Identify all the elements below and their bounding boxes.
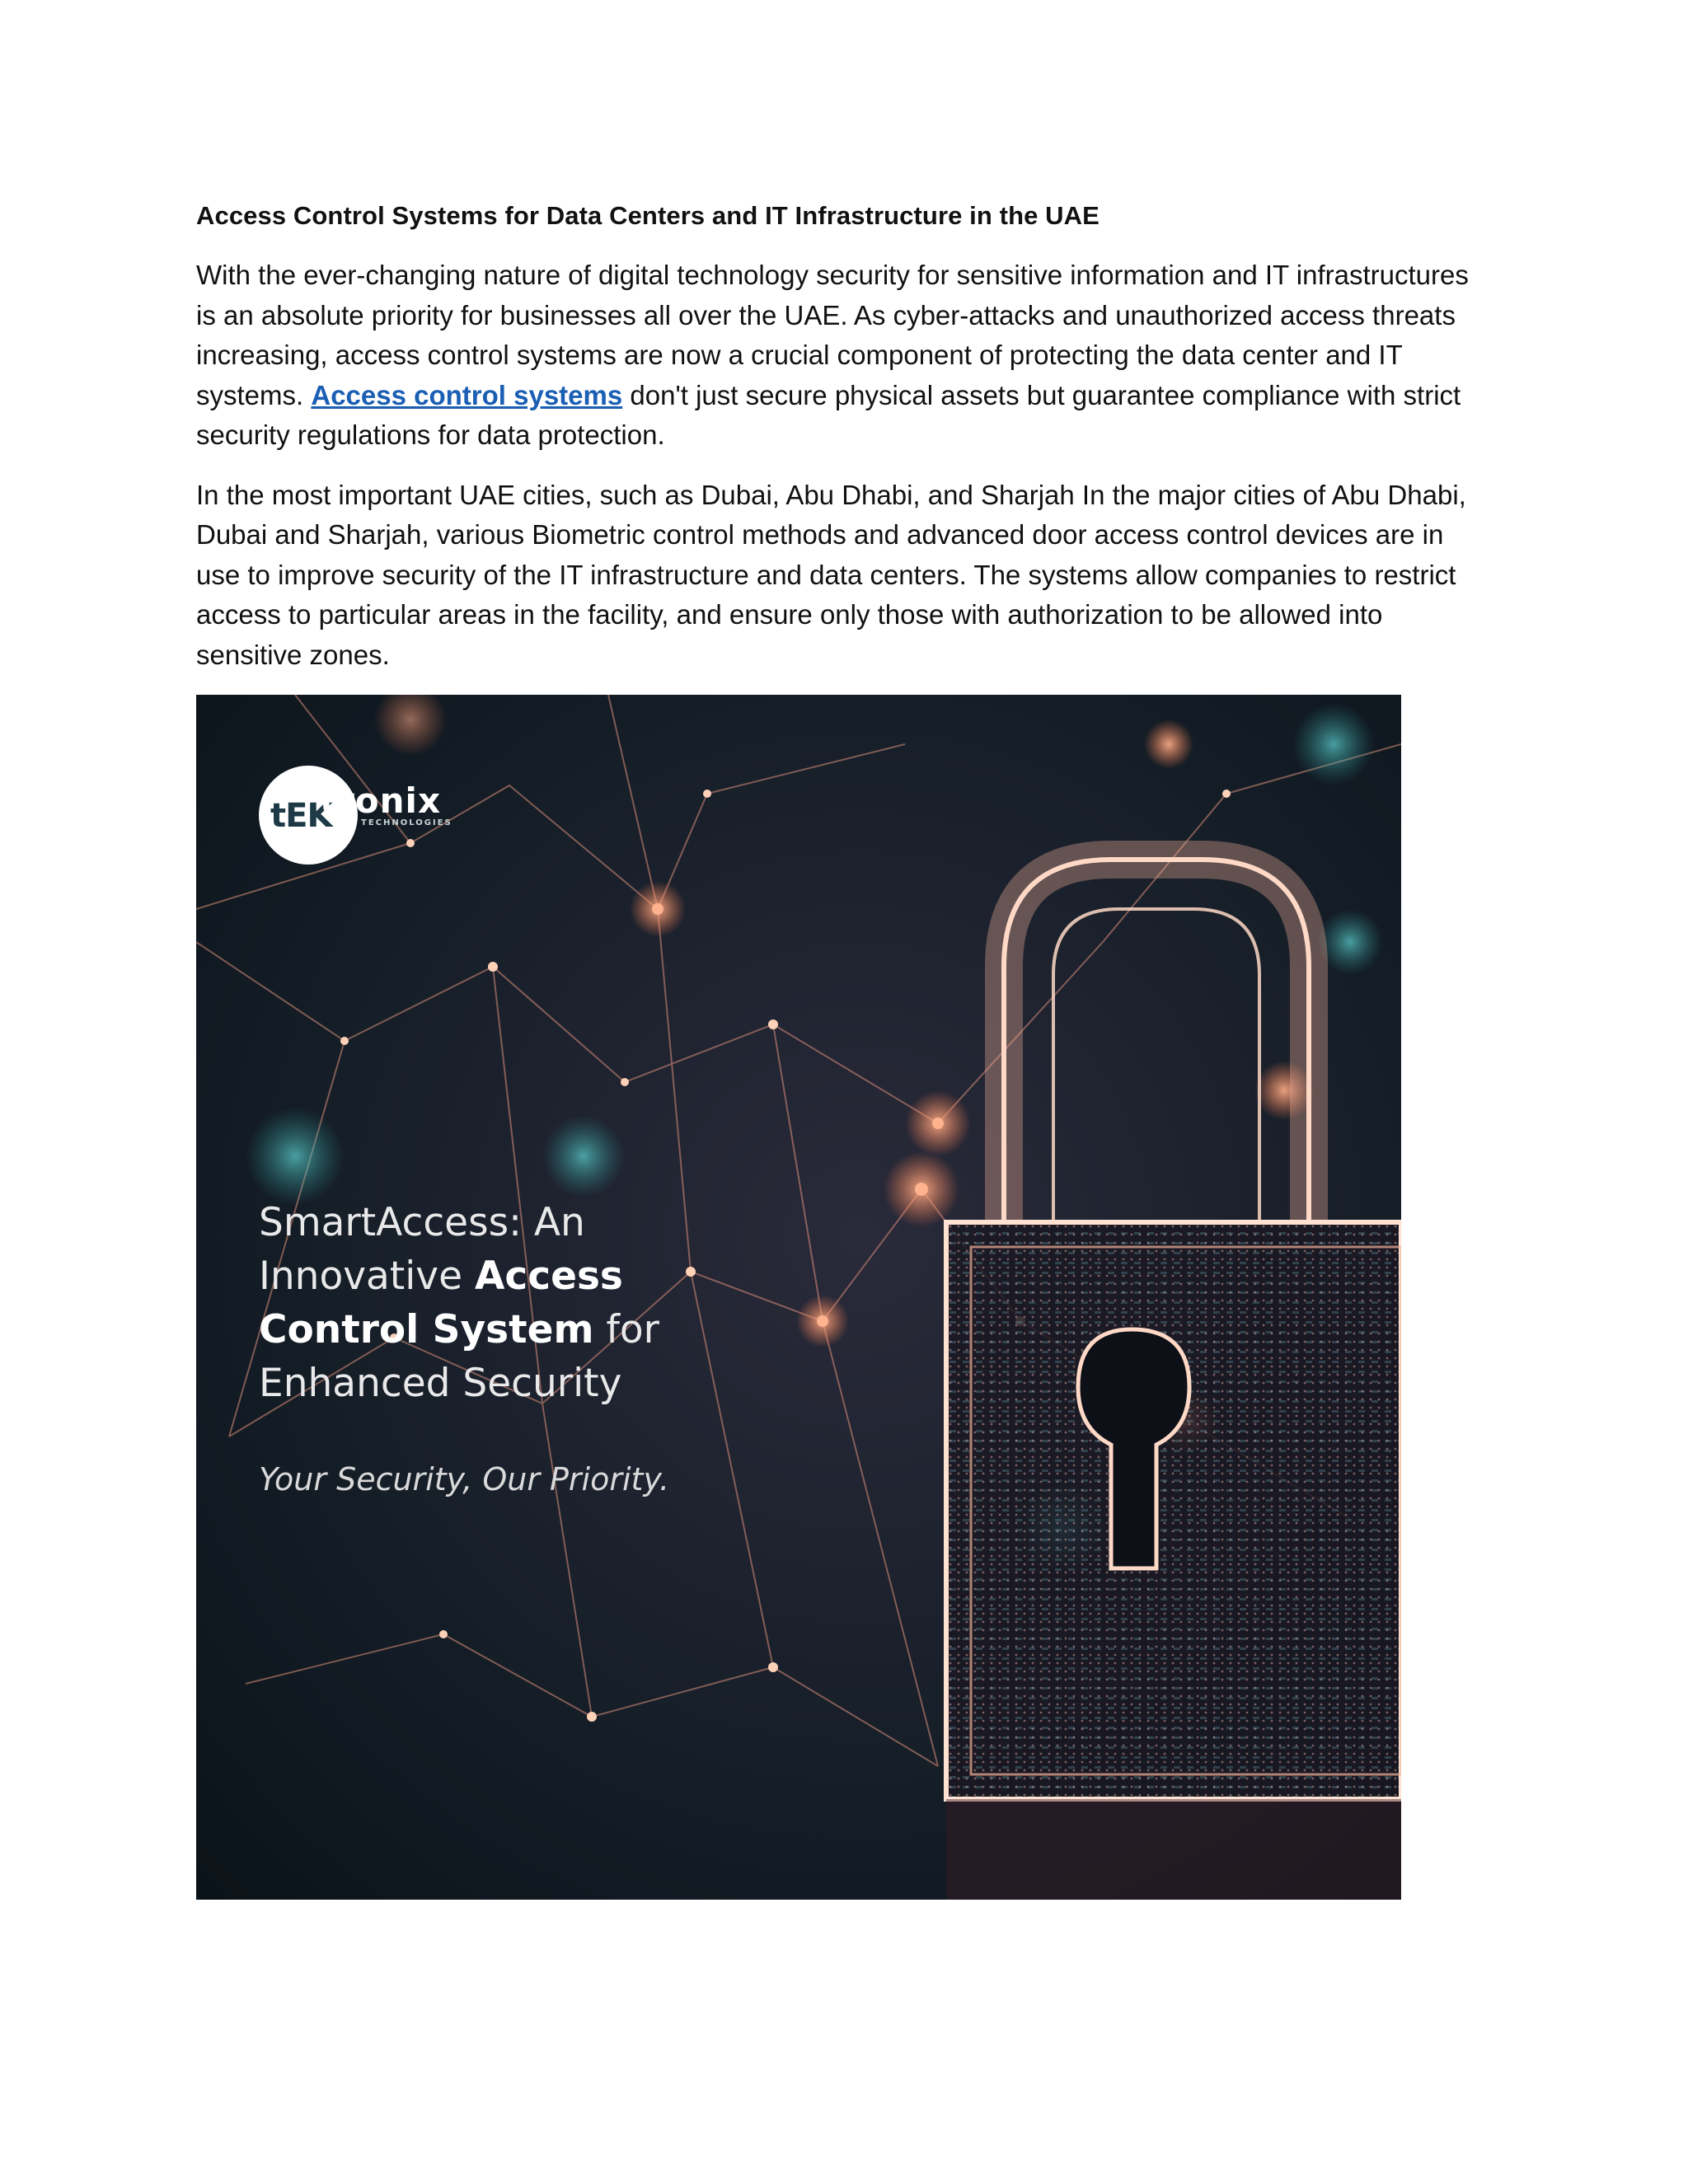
- logo-subtitle: TECHNOLOGIES: [361, 818, 452, 827]
- hero-headline-2b: Access: [474, 1254, 623, 1299]
- hero-headline-line-3: [259, 1303, 836, 1357]
- article-title: Access Control Systems for Data Centers and IT Infrastructure in the UAE: [196, 201, 1100, 230]
- hero-headline-line-4: Enhanced Security: [259, 1361, 622, 1406]
- article-body: [196, 198, 1490, 695]
- hero-headline-3a: Control System: [259, 1307, 594, 1352]
- hero-image: [196, 695, 1401, 1900]
- paragraph-cities: In the most important UAE cities, such as Dubai, Abu Dhabi, and Sharjah In the major cities of Abu Dhabi, Dubai and Sharjah, various Biometric control methods and advanced door access control devices are in use to improve security of the IT infrastructure and data centers. The systems allow companies to restrict access to particular areas in the facility, and ensure only those with authorization to be allowed into sensitive zones.: [196, 479, 1466, 670]
- hero-headline-line-1: SmartAccess: An: [259, 1200, 585, 1245]
- hero-headline-3b: for: [593, 1307, 660, 1352]
- paragraph-intro-text-end: don't just secure physical assets but guarantee compliance with strict security regulations for data protection.: [196, 379, 1461, 450]
- access-control-systems-link[interactable]: Access control systems: [311, 379, 623, 410]
- paragraph-intro-text: With the ever-changing nature of digital technology security for sensitive information and IT infrastructures is an absolute priority for businesses all over the UAE. As cyber-attacks and unauthorized access threats increasing, access control systems are now a crucial component of protecting the data center and IT systems.: [196, 260, 1469, 410]
- hero-tagline: Your Security, Our Priority.: [259, 1461, 670, 1497]
- hero-headline: [259, 1196, 836, 1410]
- hero-headline-line-2: [259, 1249, 836, 1303]
- paragraph-intro: [196, 255, 1490, 456]
- hero-headline-2a: Innovative: [259, 1254, 475, 1299]
- logo-mark: tEK: [270, 797, 332, 835]
- logo-name: tronix: [320, 780, 442, 821]
